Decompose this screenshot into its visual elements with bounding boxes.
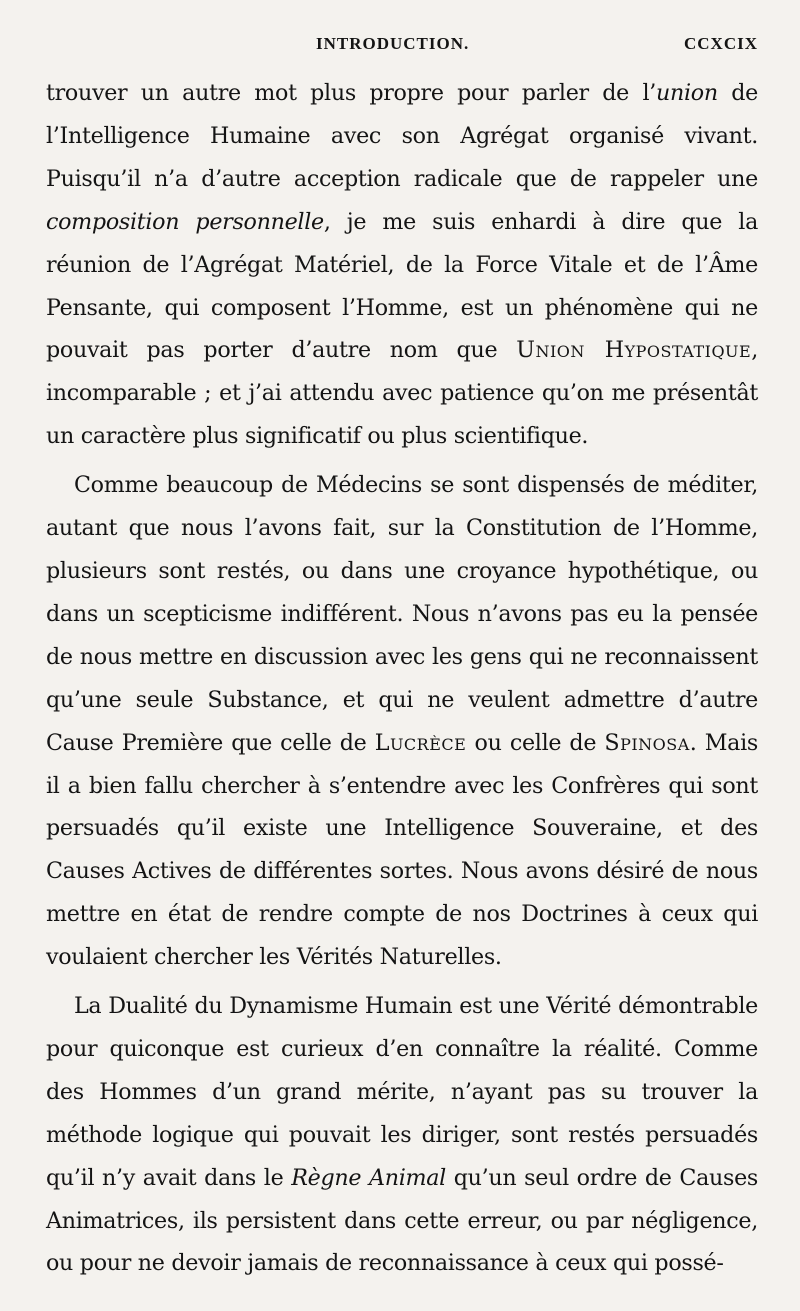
running-head: INTRODUCTION. bbox=[316, 34, 470, 53]
body-text bbox=[46, 72, 758, 1285]
paragraph-1 bbox=[46, 72, 758, 458]
italic-text: composition personnelle bbox=[46, 208, 324, 235]
text-run: de l’Intelligence Humaine avec son Agrégat organisé vivant. Puisqu’il n’a d’autre acception radicale que de rappeler une bbox=[46, 80, 758, 192]
small-caps-text: Union Hypostatique bbox=[516, 337, 752, 364]
text-run: La Dualité du Dynamisme Humain est une Vérité démontrable pour quiconque est curieux d’en connaître la réalité. Comme des Hommes d’un grand mérite, n’ayant pas su trouver la méthode logique qui pouvait les diriger, sont restés persuadés qu’il n’y avait dans le bbox=[46, 993, 758, 1191]
text-run: , incomparable ; et j’ai attendu avec patience qu’on me présentât un caractère plus significatif ou plus scientifique. bbox=[46, 337, 758, 450]
italic-text: union bbox=[656, 80, 718, 106]
text-run: ou celle de bbox=[466, 729, 605, 756]
page-number: CCXCIX bbox=[684, 34, 758, 53]
text-run: Comme beaucoup de Médecins se sont dispensés de méditer, autant que nous l’avons fait, sur la Constitution de l’Homme, plusieurs sont restés, ou dans une croyance hypothétique, ou dans un scepticisme indifférent. Nous n’avons pas eu la pensée de nous mettre en discussion avec les gens qui ne reconnaissent qu’une seule Substance, et qui ne veulent admettre d’autre Cause Première que celle de bbox=[46, 472, 758, 756]
page-header bbox=[46, 34, 758, 62]
text-run: trouver un autre mot plus propre pour parler de l’ bbox=[46, 80, 656, 106]
paragraph-3 bbox=[46, 985, 758, 1285]
small-caps-text: Spinosa bbox=[604, 729, 690, 756]
text-run: . Mais il a bien fallu chercher à s’entendre avec les Confrères qui sont persuadés qu’il existe une Intelligence Souveraine, et des Causes Actives de différentes sortes. Nous avons désiré de nous mettre en état de rendre compte de nos Doctrines à ceux qui voulaient chercher les Vérités Naturelles. bbox=[46, 729, 758, 971]
paragraph-2 bbox=[46, 464, 758, 979]
italic-text: Règne Animal bbox=[291, 1164, 446, 1191]
text-run: , je me suis enhardi à dire que la réunion de l’Agrégat Matériel, de la Force Vitale et de l’Âme Pensante, qui composent l’Homme, est un phénomène qui ne pouvait pas porter d’autre nom que bbox=[46, 208, 758, 364]
small-caps-text: Lucrèce bbox=[374, 729, 467, 756]
text-run: qu’un seul ordre de Causes Animatrices, ils persistent dans cette erreur, ou par négligence, ou pour ne devoir jamais de reconnaissance à ceux qui possé- bbox=[46, 1164, 759, 1277]
